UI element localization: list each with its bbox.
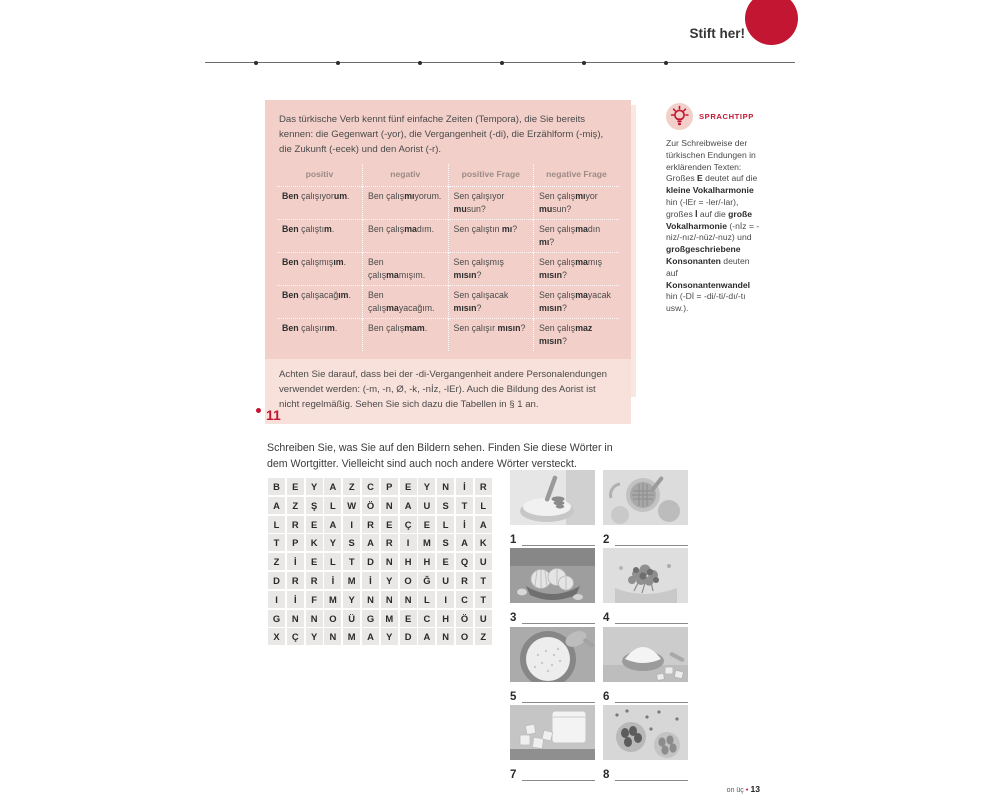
- photo-sugar: [603, 627, 688, 682]
- answer-line: [522, 770, 595, 781]
- photo-honey: [510, 470, 595, 525]
- divider-dot: [254, 61, 258, 65]
- grid-cell: N: [437, 478, 454, 495]
- table-cell: Sen çalışmayacak mısın?: [534, 285, 620, 318]
- grid-cell: C: [456, 591, 473, 608]
- page-footer: [640, 784, 760, 794]
- grid-cell: Y: [381, 572, 398, 589]
- grid-cell: G: [362, 610, 379, 627]
- answer-row: [603, 532, 688, 546]
- grid-cell: U: [475, 610, 492, 627]
- grid-cell: R: [475, 478, 492, 495]
- answer-line: [615, 613, 688, 624]
- table-header: negativ: [363, 164, 449, 186]
- grid-cell: R: [456, 572, 473, 589]
- answer-line: [615, 535, 688, 546]
- table-cell: Sen çalışmıyor musun?: [534, 186, 620, 219]
- grid-cell: Ç: [287, 628, 304, 645]
- grid-cell: H: [418, 553, 435, 570]
- answer-line: [522, 613, 595, 624]
- grid-cell: Ö: [362, 497, 379, 514]
- grid-cell: N: [437, 628, 454, 645]
- grid-cell: R: [381, 534, 398, 551]
- grid-cell: Y: [324, 534, 341, 551]
- grid-cell: Y: [306, 478, 323, 495]
- table-cell: Ben çalışacağım.: [282, 290, 351, 300]
- table-cell: Ben çalışmayacağım.: [363, 285, 449, 318]
- sprachtipp-sidebar: [666, 103, 762, 324]
- grid-cell: N: [381, 497, 398, 514]
- photo-number: 4: [603, 612, 610, 624]
- answer-line: [522, 692, 595, 703]
- photo-garlic: [510, 548, 595, 603]
- photo-item-6: [603, 627, 688, 703]
- grid-cell: Y: [343, 591, 360, 608]
- answer-line: [615, 770, 688, 781]
- corner-circle-decoration: [745, 0, 798, 45]
- grid-cell: T: [268, 534, 285, 551]
- grid-cell: N: [381, 591, 398, 608]
- grid-cell: Q: [456, 553, 473, 570]
- photo-item-8: [603, 705, 688, 781]
- grid-cell: R: [287, 516, 304, 533]
- grammar-note: Achten Sie darauf, dass bei der -di-Vergangenheit andere Personalendungen verwendet werden: (-m, -n, Ø, -k, -nİz, -lEr). Auch die Bildung des Aorist ist nicht regelmäßig. Sehen Sie sich dazu die Tabellen in § 1 an.: [265, 359, 631, 424]
- photo-item-4: [603, 548, 688, 624]
- grid-cell: L: [437, 516, 454, 533]
- grid-cell: G: [268, 610, 285, 627]
- conjugation-table: [277, 164, 619, 351]
- answer-row: [603, 689, 688, 703]
- grid-cell: Ü: [343, 610, 360, 627]
- table-header: negative Frage: [534, 164, 620, 186]
- grid-cell: Ö: [456, 610, 473, 627]
- table-cell: Ben çalıştım.: [282, 224, 335, 234]
- photo-number: 8: [603, 769, 610, 781]
- grid-cell: H: [437, 610, 454, 627]
- grid-cell: A: [400, 497, 417, 514]
- grid-cell: W: [343, 497, 360, 514]
- grid-cell: O: [324, 610, 341, 627]
- exercise-instructions: Schreiben Sie, was Sie auf den Bildern sehen. Finden Sie diese Wörter in dem Wortgitter. Vielleicht sind auch noch andere Wörter versteckt.: [267, 441, 613, 471]
- table-header-row: [277, 164, 619, 186]
- grid-cell: Z: [343, 478, 360, 495]
- grid-cell: T: [343, 553, 360, 570]
- table-cell: Ben çalışmıyorum.: [363, 186, 449, 219]
- grid-cell: I: [437, 591, 454, 608]
- grid-cell: A: [362, 628, 379, 645]
- photo-item-5: [510, 627, 595, 703]
- photo-item-3: [510, 548, 595, 624]
- grid-cell: Ş: [306, 497, 323, 514]
- grid-cell: N: [306, 610, 323, 627]
- grid-cell: E: [381, 516, 398, 533]
- grid-cell: Ğ: [418, 572, 435, 589]
- photo-number: 5: [510, 691, 517, 703]
- photo-parsley: [603, 548, 688, 603]
- answer-row: [510, 610, 595, 624]
- answer-row: [603, 610, 688, 624]
- grid-cell: T: [456, 497, 473, 514]
- grid-cell: S: [437, 534, 454, 551]
- grid-cell: M: [381, 610, 398, 627]
- grid-cell: F: [306, 591, 323, 608]
- word-grid: [268, 478, 492, 645]
- grid-cell: M: [418, 534, 435, 551]
- table-row: [277, 285, 619, 318]
- grid-cell: Y: [306, 628, 323, 645]
- grid-cell: Z: [475, 628, 492, 645]
- table-row: [277, 318, 619, 351]
- grid-cell: Ç: [400, 516, 417, 533]
- grid-cell: P: [381, 478, 398, 495]
- grid-cell: N: [381, 553, 398, 570]
- grid-cell: A: [456, 534, 473, 551]
- grid-cell: E: [400, 478, 417, 495]
- photo-rice: [510, 627, 595, 682]
- table-row: [277, 252, 619, 285]
- answer-row: [510, 767, 595, 781]
- photo-number: 1: [510, 534, 517, 546]
- grid-cell: A: [324, 516, 341, 533]
- table-cell: Ben çalışırım.: [282, 323, 338, 333]
- grid-cell: Z: [268, 553, 285, 570]
- photo-number: 2: [603, 534, 610, 546]
- grammar-info-box: [265, 100, 631, 410]
- grid-cell: R: [362, 516, 379, 533]
- grid-cell: K: [475, 534, 492, 551]
- photo-tea-strainer: [603, 470, 688, 525]
- table-cell: Ben çalışmamışım.: [363, 252, 449, 285]
- exercise-marker-dot: [256, 408, 261, 413]
- grid-cell: T: [475, 591, 492, 608]
- table-cell: Sen çalışıyor musun?: [448, 186, 534, 219]
- grid-cell: İ: [287, 591, 304, 608]
- grid-cell: L: [268, 516, 285, 533]
- table-header: positiv: [305, 169, 334, 179]
- footer-page-word: on üç: [726, 787, 744, 794]
- table-cell: Ben çalışmadım.: [363, 219, 449, 252]
- grid-cell: A: [362, 534, 379, 551]
- table-cell: Sen çalıştın mı?: [448, 219, 534, 252]
- answer-line: [522, 535, 595, 546]
- grid-cell: A: [475, 516, 492, 533]
- grid-cell: R: [287, 572, 304, 589]
- grid-cell: I: [268, 591, 285, 608]
- grid-cell: N: [287, 610, 304, 627]
- grid-cell: Y: [381, 628, 398, 645]
- grid-cell: U: [418, 497, 435, 514]
- photo-item-1: [510, 470, 595, 546]
- table-cell: Sen çalışmış mısın?: [448, 252, 534, 285]
- grid-cell: S: [343, 534, 360, 551]
- grid-cell: O: [400, 572, 417, 589]
- exercise-number: 11: [266, 407, 281, 423]
- photo-white-cheese: [510, 705, 595, 760]
- answer-line: [615, 692, 688, 703]
- photo-olives: [603, 705, 688, 760]
- grid-cell: M: [343, 628, 360, 645]
- grid-cell: B: [268, 478, 285, 495]
- grid-cell: Z: [287, 497, 304, 514]
- answer-row: [510, 532, 595, 546]
- divider-dot: [336, 61, 340, 65]
- grid-cell: L: [418, 591, 435, 608]
- photo-number: 3: [510, 612, 517, 624]
- grid-cell: N: [324, 628, 341, 645]
- table-cell: Sen çalışır mısın?: [448, 318, 534, 351]
- grid-cell: İ: [362, 572, 379, 589]
- grid-cell: H: [400, 553, 417, 570]
- grid-cell: S: [437, 497, 454, 514]
- footer-page-number: 13: [750, 784, 760, 794]
- divider-dot: [582, 61, 586, 65]
- grid-cell: İ: [456, 516, 473, 533]
- grammar-intro: Das türkische Verb kennt fünf einfache Zeiten (Tempora), die Sie bereits kennen: die Gegenwart (-yor), die Vergangenheit (-di), die Erzählform (-miş), die Zukunft (-ecek) und den Aorist (-r).: [279, 114, 604, 155]
- divider-line: [205, 62, 795, 63]
- grid-cell: K: [306, 534, 323, 551]
- grid-cell: T: [475, 572, 492, 589]
- grid-cell: R: [306, 572, 323, 589]
- page-header-title: Stift her!: [689, 26, 745, 41]
- grid-cell: İ: [324, 572, 341, 589]
- grid-cell: İ: [456, 478, 473, 495]
- grid-cell: E: [306, 516, 323, 533]
- grid-cell: D: [362, 553, 379, 570]
- grid-cell: E: [418, 516, 435, 533]
- grid-cell: E: [437, 553, 454, 570]
- lightbulb-icon: [666, 103, 693, 130]
- grid-cell: U: [475, 553, 492, 570]
- grid-cell: X: [268, 628, 285, 645]
- table-cell: Sen çalışacak mısın?: [448, 285, 534, 318]
- grid-cell: A: [324, 478, 341, 495]
- grid-cell: A: [268, 497, 285, 514]
- grid-cell: C: [418, 610, 435, 627]
- answer-row: [603, 767, 688, 781]
- photo-number: 7: [510, 769, 517, 781]
- grid-cell: O: [456, 628, 473, 645]
- grid-cell: I: [343, 516, 360, 533]
- grid-cell: N: [400, 591, 417, 608]
- grid-cell: Y: [418, 478, 435, 495]
- sprachtipp-label: SPRACHTIPP: [699, 112, 754, 121]
- table-cell: Ben çalışmışım.: [282, 257, 347, 267]
- grid-cell: E: [287, 478, 304, 495]
- table-cell: Ben çalışmam.: [363, 318, 449, 351]
- footer-bullet: •: [745, 785, 749, 794]
- grid-cell: N: [362, 591, 379, 608]
- divider-dot: [500, 61, 504, 65]
- divider-dot: [664, 61, 668, 65]
- grid-cell: E: [400, 610, 417, 627]
- grid-cell: İ: [287, 553, 304, 570]
- table-cell: Sen çalışmamış mısın?: [534, 252, 620, 285]
- photo-number: 6: [603, 691, 610, 703]
- grid-cell: D: [400, 628, 417, 645]
- answer-row: [510, 689, 595, 703]
- grid-cell: M: [324, 591, 341, 608]
- grid-cell: I: [400, 534, 417, 551]
- grid-cell: D: [268, 572, 285, 589]
- grid-cell: U: [437, 572, 454, 589]
- table-cell: Sen çalışmadın mı?: [534, 219, 620, 252]
- grid-cell: A: [418, 628, 435, 645]
- table-cell: Sen çalışmaz mısın?: [534, 318, 620, 351]
- grid-cell: L: [324, 497, 341, 514]
- grid-cell: M: [343, 572, 360, 589]
- divider-dot: [418, 61, 422, 65]
- table-cell: Ben çalışıyorum.: [282, 191, 350, 201]
- sprachtipp-text: Zur Schreibweise der türkischen Endungen in erklärenden Texten: Großes E deutet auf die kleine Vokalharmonie hin (-lEr = -ler/-lar), großes İ auf die große Vokalharmonie (-nİz = -niz/-nız/-nüz/-nuz) und großgeschriebene Konsonanten deuten auf Konsonantenwandel hin (-Dİ = -di/-ti/-dı/-tı usw.).: [666, 138, 760, 314]
- grid-cell: L: [324, 553, 341, 570]
- grid-cell: E: [306, 553, 323, 570]
- photo-item-7: [510, 705, 595, 781]
- grid-cell: L: [475, 497, 492, 514]
- grid-cell: C: [362, 478, 379, 495]
- sprachtipp-header: [666, 103, 762, 130]
- table-row: [277, 219, 619, 252]
- photo-item-2: [603, 470, 688, 546]
- table-header: positive Frage: [448, 164, 534, 186]
- table-row: [277, 186, 619, 219]
- grid-cell: P: [287, 534, 304, 551]
